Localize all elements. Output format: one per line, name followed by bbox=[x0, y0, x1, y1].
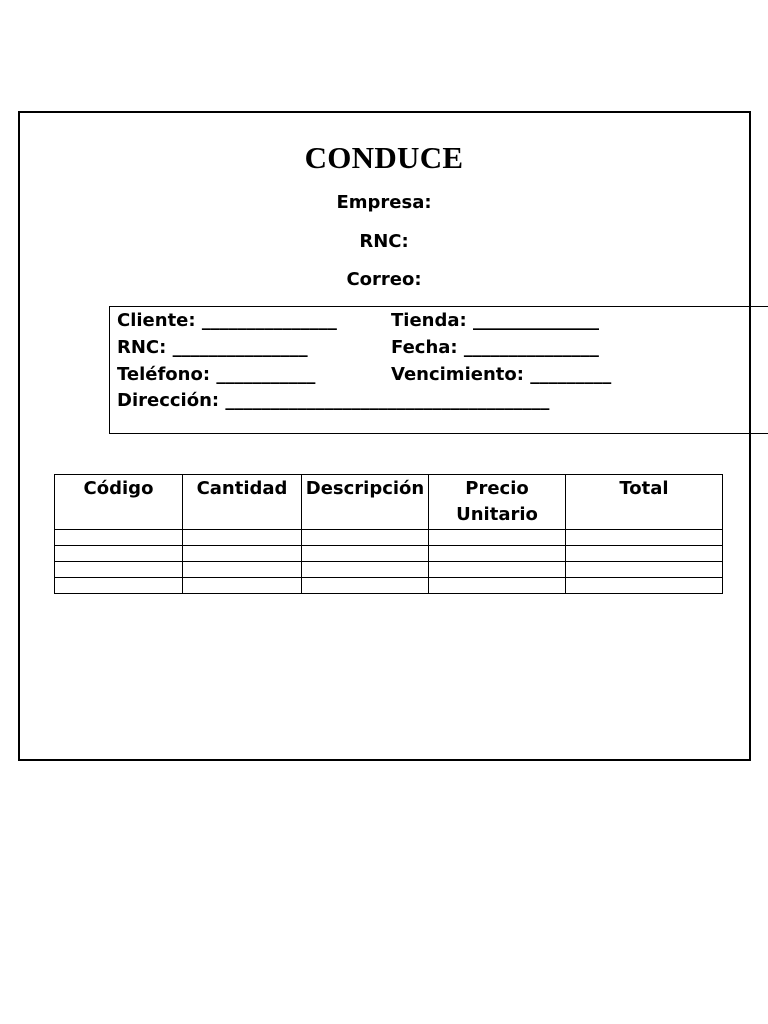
column-header-quantity: Cantidad bbox=[183, 475, 302, 530]
table-cell[interactable] bbox=[566, 546, 723, 562]
table-cell[interactable] bbox=[55, 546, 183, 562]
table-cell[interactable] bbox=[183, 546, 302, 562]
company-email-label: Correo: bbox=[346, 269, 422, 290]
store-field: Tienda: ______________ bbox=[391, 310, 599, 331]
column-header-total: Total bbox=[566, 475, 723, 530]
table-cell[interactable] bbox=[302, 562, 429, 578]
table-cell[interactable] bbox=[429, 578, 566, 594]
items-table bbox=[54, 474, 723, 594]
table-cell[interactable] bbox=[183, 562, 302, 578]
company-label: Empresa: bbox=[336, 192, 432, 213]
table-row bbox=[55, 578, 723, 594]
table-row bbox=[55, 530, 723, 546]
client-field: Cliente: _______________ bbox=[117, 310, 337, 331]
company-rnc-label: RNC: bbox=[359, 231, 409, 252]
table-cell[interactable] bbox=[183, 578, 302, 594]
table-cell[interactable] bbox=[302, 578, 429, 594]
table-cell[interactable] bbox=[302, 546, 429, 562]
due-date-field: Vencimiento: _________ bbox=[391, 364, 612, 385]
table-cell[interactable] bbox=[429, 530, 566, 546]
phone-field: Teléfono: ___________ bbox=[117, 364, 316, 385]
date-field: Fecha: _______________ bbox=[391, 337, 599, 358]
column-header-description: Descripción bbox=[302, 475, 429, 530]
table-cell[interactable] bbox=[566, 562, 723, 578]
table-cell[interactable] bbox=[55, 562, 183, 578]
column-header-code: Código bbox=[55, 475, 183, 530]
table-cell[interactable] bbox=[566, 578, 723, 594]
table-cell[interactable] bbox=[55, 578, 183, 594]
table-row bbox=[55, 546, 723, 562]
column-header-unit-price bbox=[429, 475, 566, 530]
table-cell[interactable] bbox=[302, 530, 429, 546]
table-cell[interactable] bbox=[55, 530, 183, 546]
unit-price-label: Precio Unitario bbox=[456, 478, 538, 525]
table-row bbox=[55, 562, 723, 578]
table-cell[interactable] bbox=[429, 546, 566, 562]
address-field: Dirección: ____________________________________ bbox=[117, 390, 550, 411]
table-cell[interactable] bbox=[566, 530, 723, 546]
table-header-row bbox=[55, 475, 723, 530]
table-cell[interactable] bbox=[429, 562, 566, 578]
document-title: CONDUCE bbox=[304, 140, 464, 175]
table-cell[interactable] bbox=[183, 530, 302, 546]
client-rnc-field: RNC: _______________ bbox=[117, 337, 308, 358]
